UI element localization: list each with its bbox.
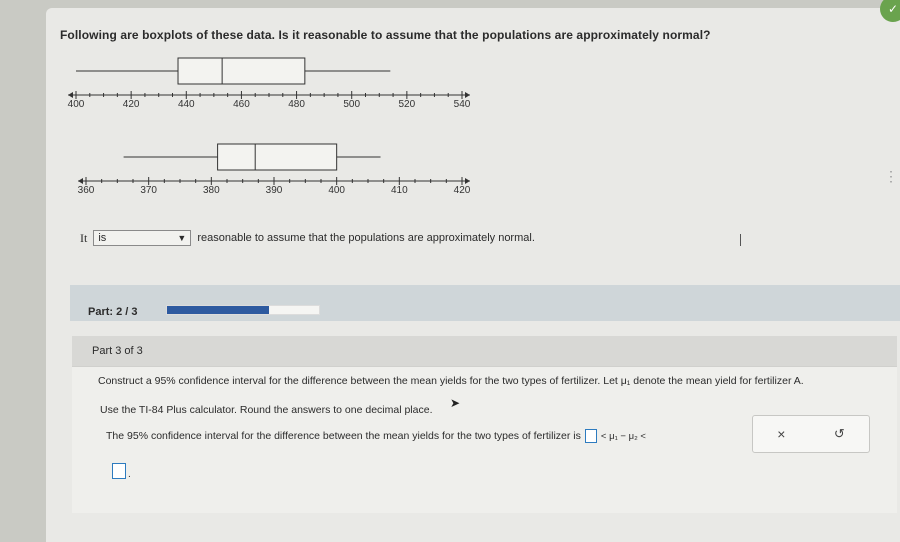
tick-label: 500 <box>343 99 361 110</box>
part-progress-label: Part: 2 / 3 <box>88 306 138 318</box>
tick-label: 380 <box>202 185 220 196</box>
answer-tools <box>752 415 870 453</box>
axis-arrow-right <box>465 178 470 184</box>
tick-label: 540 <box>453 99 471 110</box>
scroll-indicator: ⋮ <box>884 168 898 184</box>
axis-arrow-right <box>465 92 470 98</box>
tick-label: 410 <box>390 185 408 196</box>
part3-header <box>72 336 897 366</box>
tick-label: 400 <box>328 185 346 196</box>
ci-period: . <box>128 469 131 480</box>
iqr-box <box>218 144 337 170</box>
progress-bar <box>166 305 320 315</box>
boxplot-2 <box>78 144 471 196</box>
axis-arrow-left <box>68 92 73 98</box>
answer-suffix: reasonable to assume that the populations are approximately normal. <box>197 232 535 244</box>
progress-fill <box>167 306 269 314</box>
mouse-pointer-icon: ➤ <box>450 396 461 410</box>
instruction-line-1: Construct a 95% confidence interval for the difference between the mean yields for the two types of fertilizer. Let μ₁ denote the mean yield for fertilizer A. <box>98 375 804 387</box>
text-cursor <box>740 234 741 246</box>
tick-label: 420 <box>453 185 471 196</box>
chevron-down-icon: ▼ <box>177 233 187 243</box>
ci-symbol: < μ₁ − μ₂ < <box>600 430 646 442</box>
instruction-line-2: Use the TI-84 Plus calculator. Round the answers to one decimal place. <box>100 404 433 416</box>
boxplot-1 <box>68 58 471 110</box>
tick-label: 480 <box>288 99 305 110</box>
is-isnot-dropdown[interactable] <box>93 230 191 246</box>
axis-arrow-left <box>78 178 83 184</box>
ci-upper-input[interactable] <box>112 463 126 479</box>
tick-label: 400 <box>67 99 85 110</box>
tick-label: 360 <box>77 185 95 196</box>
check-icon: ✓ <box>880 0 900 22</box>
question-text: Following are boxplots of these data. Is it reasonable to assume that the populations are approximately normal? <box>60 28 711 42</box>
undo-icon[interactable]: ↺ <box>833 426 845 441</box>
part-progress-bar <box>70 285 900 321</box>
tick-label: 370 <box>140 185 158 196</box>
tick-label: 420 <box>122 99 140 110</box>
ci-statement <box>106 429 646 443</box>
tick-label: 460 <box>233 99 250 110</box>
answer-prefix: It <box>80 230 88 245</box>
iqr-box <box>178 58 305 84</box>
dropdown-value: is <box>98 232 107 244</box>
tick-label: 440 <box>177 99 195 110</box>
answer-line <box>80 230 535 246</box>
ci-lower-input[interactable] <box>585 429 597 443</box>
part3-title: Part 3 of 3 <box>92 345 143 357</box>
tick-label: 390 <box>265 185 283 196</box>
ci-text: The 95% confidence interval for the difference between the mean yields for the two types of fertilizer is <box>106 430 581 442</box>
tick-label: 520 <box>398 99 416 110</box>
clear-icon[interactable]: × <box>777 426 786 442</box>
